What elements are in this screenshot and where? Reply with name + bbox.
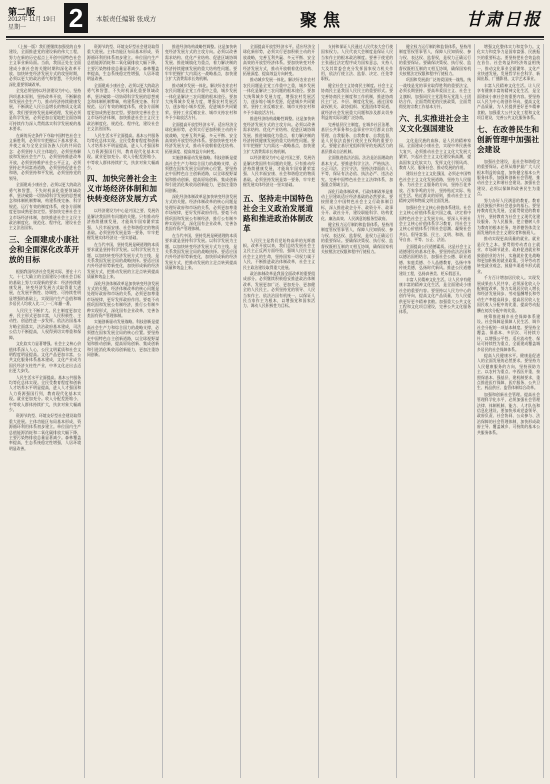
article-paragraph: 推进经济结构战略性调整。这是加快转变经济发展方式的主攻方向。必须以改善需求结构、优化产业结构、促进区域协调发展、推进城镇化为重点，着力解决制约经济持续健康发展的重大结构性问题。要牢牢把握扩大内需这一战略基点，加快建立扩大消费需求长效机制。 <box>243 116 315 154</box>
article-paragraph: 全面提高开放型经济水平。适应经济全球化新形势，必须实行更加积极主动的开放战略，完善互利共赢、多元平衡、安全高效的开放型经济体系。要加快转变对外经济发展方式，推动开放朝着优化结构、拓展深度、提高效益方向转变。 <box>243 44 315 77</box>
article-paragraph: 政治体制改革是我国全面改革的重要组成部分。必须继续积极稳妥推进政治体制改革，发展更加广泛、更加充分、更加健全的人民民主。必须坚持党的领导、人民当家作主、依法治国有机统一，以保证人民当家作主为根本，以增强党和国家活力、调动人民积极性为目标。 <box>243 271 315 309</box>
article-paragraph: 健全权力运行制约和监督体系。坚持用制度管权管事管人，保障人民知情权、参与权、表达权、监督权，是权力正确运行的重要保证。要确保决策权、执行权、监督权既相互制约又相互协调，确保国家机关按照法定权限和程序行使权力。 <box>399 44 471 77</box>
article-paragraph: 人民生活水平全面提高。基本公共服务均等化总体实现。全民受教育程度和创新人才培养水平明显提高，进入人才强国和人力资源强国行列，教育现代化基本实现。就业更加充分。收入分配差距缩小，中等收入群体持续扩大，扶贫对象大幅减少。 <box>87 132 159 170</box>
article-paragraph: 努力办好人民满意的教育。教育是民族振兴和社会进步的基石。要坚持教育优先发展，全面贯彻党的教育方针，坚持教育为社会主义现代化建设服务、为人民服务，把立德树人作为教育的根本任务，培养德智体美全面发展的社会主义建设者和接班人。 <box>477 197 540 235</box>
masthead <box>0 0 550 40</box>
text-column-1 <box>6 44 85 778</box>
text-column-6 <box>396 44 475 778</box>
article-paragraph: 根据我国经济社会发展实际，要在十六大、十七大确立的全面建设小康社会目标的基础上努力实现新的要求：经济持续健康发展，转变经济发展方式取得重大进展，在发展平衡性、协调性、可持续性明显增强的基础上，实现国内生产总值和城乡居民人均收入比二〇一〇年翻一番。 <box>9 268 81 307</box>
article-paragraph: 全党必须坚持以经济建设为中心，坚持四项基本原则，坚持改革开放，不断解放和发展社会生产力，推动经济持续健康发展，不断满足人民日益增长的物质文化需要。我们要坚持发展是硬道理，发展必须是科学发展，必须更加自觉地把全面协调可持续作为深入贯彻落实科学发展观的基本要求。 <box>9 88 81 132</box>
article-paragraph: 深化行政体制改革。行政体制改革是推动上层建筑适应经济基础的必然要求。要按照建立中国特色社会主义行政体制目标，深入推进政企分开、政资分开、政事分开、政社分开，建设职能科学、结构优化、廉洁高效、人民满意的服务型政府。 <box>321 188 393 221</box>
text-column-4 <box>240 44 319 778</box>
article-paragraph: 深化经济体制改革是加快转变经济发展方式的关键。经济体制改革的核心问题是处理好政府和市场的关系，必须更加尊重市场规律，更好发挥政府作用。要毫不动摇巩固和发展公有制经济，推行公有制多种实现形式，深化国有企业改革，完善各类国有资产管理体制。 <box>87 280 159 319</box>
header-rule-thin <box>6 39 544 40</box>
date-box <box>8 8 63 34</box>
section-heading-7: 七、在改善民生和创新管理中加强社会建设 <box>477 124 540 154</box>
article-paragraph: 健全社会主义协商民主制度。社会主义协商民主是我国人民民主的重要形式。要完善协商民主制度和工作机制，推进协商民主广泛、多层、制度化发展。通过国家政权机关、政协组织、党派团体等渠道，就经济社会发展重大问题和涉及群众切身利益的实际问题广泛协商。 <box>321 82 393 121</box>
article-paragraph: 推动城乡发展一体化。解决好农业农村农民问题是全党工作重中之重，城乡发展一体化是解决三农问题的根本途径。要加大统筹城乡发展力度，增强农村发展活力，逐步缩小城乡差距，促进城乡共同繁荣。坚持工业反哺农业、城市支持农村和多予少取放活方针。 <box>165 82 237 121</box>
article-paragraph: 文化是民族的血脉，是人民的精神家园。全面建成小康社会，实现中华民族伟大复兴，必须推动社会主义文化大发展大繁荣，兴起社会主义文化建设新高潮，提高国家文化软实力，发挥文化引领风尚、教育人民、服务社会、推动发展的作用。 <box>399 137 471 170</box>
article-paragraph: 在当代中国，坚持发展是硬道理的本质要求就是坚持科学发展。以科学发展为主题、以加快转变经济发展方式为主线，是关系我国发展全局的战略抉择。要适应国内外经济形势新变化，加快形成新的经济发展方式，把推动发展的立足点转到提高质量和效益上来。 <box>87 241 159 280</box>
section-heading-4: 四、加快完善社会主义市场经济体制和加快转变经济发展方式 <box>87 174 158 204</box>
page-number: 2 <box>64 3 88 33</box>
article-paragraph: 丰富人民精神文化生活。让人民享有健康丰富的精神文化生活，是全面建成小康社会的重要内容。要坚持以人民为中心的创作导向，提高文化产品质量，为人民提供更好更多精神食粮。加强重大公共文化工程和文化项目建设，完善公共文化服务体系。 <box>399 277 471 315</box>
section-title: 聚焦 <box>300 11 346 31</box>
newspaper-name: 甘肃日报 <box>466 10 542 30</box>
article-paragraph: 资源节约型、环境友好型社会建设取得重大进展。主体功能区布局基本形成，资源循环利用体系初步建立。单位国内生产总值能源消耗和二氧化碳排放大幅下降，主要污染物排放总量显著减少。森林覆盖率提高，生态系统稳定性增强，人居环境明显改善。 <box>87 44 159 82</box>
article-paragraph: 全面推进依法治国。法治是治国理政的基本方式。要推进科学立法、严格执法、公正司法、全民守法，坚持法律面前人人平等，保证有法必依、执法必严、违法必究。完善中国特色社会主义法律体系，加强重点领域立法。 <box>321 155 393 188</box>
header-rule <box>6 36 544 38</box>
text-column-7 <box>474 44 544 778</box>
article-paragraph: 文化软实力显著增强。社会主义核心价值体系深入人心，公民文明素质和社会文明程度明显提高。文化产品更加丰富，公共文化服务体系基本建成，文化产业成为国民经济支柱性产业，中华文化走出去迈出更大步伐。 <box>9 341 81 374</box>
article-paragraph: 以经济建设为中心是兴国之要，发展仍是解决我国所有问题的关键。只有推动经济持续健康发展，才能筑牢国家繁荣富强、人民幸福安康、社会和谐稳定的物质基础。必须坚持发展是第一要务，牢牢把握发展实体经济这一坚实基础。 <box>87 208 159 241</box>
article-paragraph: 支持和保证人民通过人民代表大会行使国家权力。人民代表大会制度是保证人民当家作主的根本政治制度。要善于使党的主张通过法定程序成为国家意志，支持人大及其常委会充分发挥国家权力机关作用，依法行使立法、监督、决定、任免等职权。 <box>321 44 393 82</box>
article-paragraph: 在新的历史条件下夺取中国特色社会主义新胜利，必须牢牢把握以下基本要求，并使之成为全党全国各族人民的共同信念：必须坚持人民主体地位，必须坚持解放和发展社会生产力，必须坚持推进改革开放，必须坚持维护社会公平正义，必须坚持走共同富裕道路，必须坚持促进社会和谐，必须坚持和平发展，必须坚持党的领导。 <box>9 132 81 181</box>
article-paragraph: 全面建成小康社会，必须以更大的政治勇气和智慧，不失时机深化重要领域改革，坚决破除一切妨碍科学发展的思想观念和体制机制弊端，构建系统完备、科学规范、运行有效的制度体系，使各方面制度更加成熟更加定型。要加快完善社会主义市场经济体制，加快推进社会主义民主政治制度化、规范化、程序化，建设社会主义法治国家。 <box>87 82 159 132</box>
article-paragraph: 推动城乡发展一体化。解决好农业农村农民问题是全党工作重中之重，城乡发展一体化是解决三农问题的根本途径。要加大统筹城乡发展力度，增强农村发展活力，逐步缩小城乡差距，促进城乡共同繁荣。坚持工业反哺农业、城市支持农村和多予少取放活方针。 <box>243 77 315 115</box>
publication-date: 2012年 11月 19日 <box>8 17 56 23</box>
text-column-3 <box>162 44 241 778</box>
article-paragraph: 千方百计增加居民收入。实现发展成果由人民共享，必须深化收入分配制度改革，努力实现居民收入增长和经济发展同步、劳动报酬增长和劳动生产率提高同步，提高居民收入在国民收入分配中的比重，提高劳动报酬在初次分配中的比重。 <box>477 275 540 313</box>
text-column-5 <box>318 44 397 778</box>
section-heading-5: 五、坚持走中国特色社会主义政治发展道路和推进政治体制改革 <box>243 193 314 233</box>
article-paragraph: 人民生活水平全面提高。基本公共服务均等化总体实现。全民受教育程度和创新人才培养水平明显提高，进入人才强国和人力资源强国行列，教育现代化基本实现。就业更加充分。收入分配差距缩小，中等收入群体持续扩大，扶贫对象大幅减少。 <box>9 374 81 412</box>
article-paragraph: 提高人民健康水平。健康是促进人的全面发展的必然要求。要坚持为人民健康服务的方向，坚持预防为主、以农村为重点、中西医并重，按照保基本、强基层、建机制要求，重点推进医疗保障、医疗服务、公共卫生、药品供应、监管体制综合改革。 <box>477 352 540 391</box>
article-paragraph: 全面提高公民道德素质。这是社会主义道德建设的基本任务。要坚持依法治国和以德治国相结合，加强社会公德、职业道德、家庭美德、个人品德教育，弘扬中华传统美德，弘扬时代新风。推进公民道德建设工程，弘扬真善美、贬斥假恶丑。 <box>399 243 471 276</box>
article-paragraph: 推进经济结构战略性调整。这是加快转变经济发展方式的主攻方向。必须以改善需求结构、优化产业结构、促进区域协调发展、推进城镇化为重点，着力解决制约经济持续健康发展的重大结构性问题。要牢牢把握扩大内需这一战略基点，加快建立扩大消费需求长效机制。 <box>165 44 237 82</box>
article-paragraph: 全面建成小康社会，必须以更大的政治勇气和智慧，不失时机深化重要领域改革，坚决破除一切妨碍科学发展的思想观念和体制机制弊端，构建系统完备、科学规范、运行有效的制度体系，使各方面制度更加成熟更加定型。要加快完善社会主义市场经济体制，加快推进社会主义民主政治制度化、规范化、程序化，建设社会主义法治国家。 <box>9 182 81 231</box>
article-paragraph: 加强社会建设，是社会和谐稳定的重要保证。必须从维护最广大人民根本利益的高度，加快健全基本公共服务体系，加强和创新社会管理，推动社会主义和谐社会建设。加强社会建设，必须以保障和改善民生为重点。 <box>477 158 540 197</box>
article-paragraph: 以经济建设为中心是兴国之要，发展仍是解决我国所有问题的关键。只有推动经济持续健康发展，才能筑牢国家繁荣富强、人民幸福安康、社会和谐稳定的物质基础。必须坚持发展是第一要务，牢牢把握发展实体经济这一坚实基础。 <box>243 155 315 188</box>
article-paragraph: 健全权力运行制约和监督体系。坚持用制度管权管事管人，保障人民知情权、参与权、表达权、监督权，是权力正确运行的重要保证。要确保决策权、执行权、监督权既相互制约又相互协调，确保国家机关按照法定权限和程序行使权力。 <box>321 222 393 255</box>
article-paragraph: 加强社会主义核心价值体系建设。社会主义核心价值体系是兴国之魂，决定着中国特色社会主义发展方向。要深入开展社会主义核心价值体系学习教育，用社会主义核心价值体系引领社会思潮、凝聚社会共识。倡导富强、民主、文明、和谐，倡导自由、平等、公正、法治。 <box>399 204 471 243</box>
article-paragraph: 完善基层民主制度。在城乡社区治理、基层公共事务和公益事业中实行群众自我管理、自我服务、自我教育、自我监督，是人民依法直接行使民主权利的重要方式。要健全基层党组织领导的充满活力的基层群众自治机制。 <box>321 121 393 154</box>
article-paragraph: 人民民主是我们党始终高举的光辉旗帜。改革开放以来，我们总结发展社会主义民主正反两方面经验，强调人民民主是社会主义的生命，坚持国家一切权力属于人民，不断推进政治体制改革，社会主义民主政治建设取得重大进展。 <box>243 237 315 270</box>
article-paragraph: 增强文化整体实力和竞争力。文化实力和竞争力是国家富强、民族振兴的重要标志。要坚持把社会效益放在首位、社会效益和经济效益相统一，推动文化事业全面繁荣、文化产业快速发展。发展哲学社会科学、新闻出版、广播影视、文学艺术事业。 <box>477 44 540 82</box>
article-paragraph: 实施创新驱动发展战略。科技创新是提高社会生产力和综合国力的战略支撑，必须摆在国家发展全局的核心位置。要坚持走中国特色自主创新道路，以全球视野谋划和推动创新，提高原始创新、集成创新和引进消化吸收再创新能力，更加注重协同创新。 <box>87 319 159 357</box>
article-paragraph: 资源节约型、环境友好型社会建设取得重大进展。主体功能区布局基本形成，资源循环利用体系初步建立。单位国内生产总值能源消耗和二氧化碳排放大幅下降，主要污染物排放总量显著减少。森林覆盖率提高，生态系统稳定性增强，人居环境明显改善。 <box>9 413 81 451</box>
page-label: 第二版 <box>8 7 36 17</box>
article-paragraph: （上接一版）我们要继续加强党的自身建设，全面推进党的建设新的伟大工程，努力在新的历史起点上开创中国特色社会主义事业新局面。当前，我国正处在全面建成小康社会的关键时期和深化改革开放、加快转变经济发展方式的攻坚时期，必须以更大的政治勇气和智慧，不失时机深化重要领域改革。 <box>9 44 81 87</box>
article-paragraph: 在当代中国，坚持发展是硬道理的本质要求就是坚持科学发展。以科学发展为主题、以加快转变经济发展方式为主线，是关系我国发展全局的战略抉择。要适应国内外经济形势新变化，加快形成新的经济发展方式，把推动发展的立足点转到提高质量和效益上来。 <box>165 232 237 271</box>
text-column-2 <box>84 44 163 778</box>
section-heading-6: 六、扎实推进社会主义文化强国建设 <box>399 113 470 133</box>
article-paragraph: 建设社会主义文化强国，必须走中国特色社会主义文化发展道路，坚持为人民服务、为社会主义服务的方向，坚持百花齐放、百家争鸣的方针，坚持贴近实际、贴近生活、贴近群众的原则，推动社会主义精神文明和物质文明全面发展。 <box>399 171 471 204</box>
article-paragraph: 深化经济体制改革是加快转变经济发展方式的关键。经济体制改革的核心问题是处理好政府和市场的关系，必须更加尊重市场规律，更好发挥政府作用。要毫不动摇巩固和发展公有制经济，推行公有制多种实现形式，深化国有企业改革，完善各类国有资产管理体制。 <box>165 193 237 232</box>
article-paragraph: 人民民主不断扩大。民主制度更加完善，民主形式更加丰富，人民积极性、主动性、创造性进一步发挥。依法治国基本方略全面落实，法治政府基本建成，司法公信力不断提高，人权得到切实尊重和保障。 <box>9 307 81 340</box>
article-paragraph: 丰富人民精神文化生活。让人民享有健康丰富的精神文化生活，是全面建成小康社会的重要内容。要坚持以人民为中心的创作导向，提高文化产品质量，为人民提供更好更多精神食粮。加强重大公共文化工程和文化项目建设，完善公共文化服务体系。 <box>477 82 540 121</box>
article-paragraph: 巩固和发展最广泛的爱国统一战线。统一战线是党的事业取得胜利的重要法宝，必须长期坚持。要高举爱国主义、社会主义旗帜，加强同民主党派和无党派人士团结合作，全面贯彻党的民族政策，全面贯彻党的宗教工作基本方针。 <box>399 77 471 110</box>
article-paragraph: 全面提高开放型经济水平。适应经济全球化新形势，必须实行更加积极主动的开放战略，完善互利共赢、多元平衡、安全高效的开放型经济体系。要加快转变对外经济发展方式，推动开放朝着优化结构、拓展深度、提高效益方向转变。 <box>165 121 237 154</box>
article-paragraph: 加强和创新社会管理。提高社会管理科学化水平，必须加强社会管理法律、体制机制、能力、人才队伍和信息化建设。要加快形成党委领导、政府负责、社会协同、公众参与、法治保障的社会管理体制，加快形成政府主导、覆盖城乡、可持续的基本公共服务体系。 <box>477 391 540 435</box>
article-paragraph: 统筹推进城乡社会保障体系建设。社会保障是保障人民生活、调节社会分配的一项基本制度。要坚持全覆盖、保基本、多层次、可持续方针，以增强公平性、适应流动性、保证可持续性为重点，全面建成覆盖城乡居民的社会保障体系。 <box>477 314 540 352</box>
editor-credit: 本版责任编辑 张成方 <box>96 16 157 23</box>
article-paragraph: 推动实现更高质量的就业。就业是民生之本。要贯彻劳动者自主就业、市场调节就业、政府促进就业和鼓励创业的方针，实施就业优先战略和更加积极的就业政策。引导劳动者转变就业观念，鼓励多渠道多形式就业。 <box>477 236 540 274</box>
weekday: 星期一 <box>8 25 27 31</box>
article-paragraph: 实施创新驱动发展战略。科技创新是提高社会生产力和综合国力的战略支撑，必须摆在国家发展全局的核心位置。要坚持走中国特色自主创新道路，以全球视野谋划和推动创新，提高原始创新、集成创新和引进消化吸收再创新能力，更加注重协同创新。 <box>165 155 237 193</box>
section-heading-3: 三、全面建成小康社会和全面深化改革开放的目标 <box>9 234 80 264</box>
